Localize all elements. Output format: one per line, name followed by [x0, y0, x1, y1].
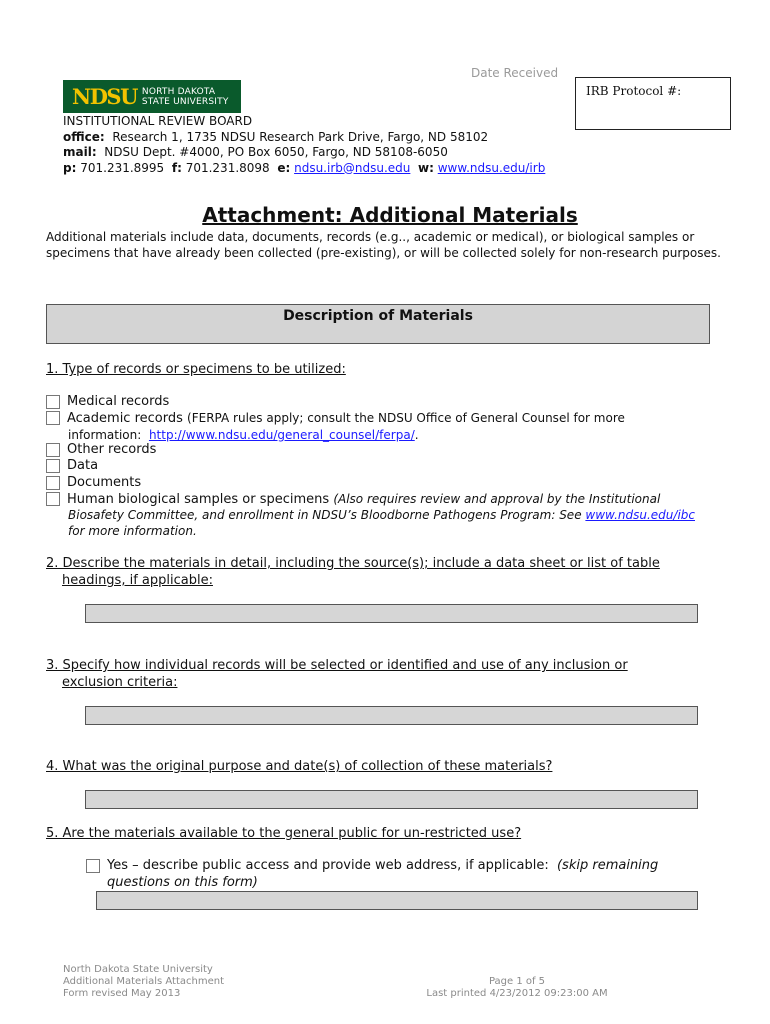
fax-value: 701.231.8098: [185, 160, 270, 175]
q3-answer-field[interactable]: [85, 706, 698, 725]
other-records-label: Other records: [67, 442, 157, 457]
footer-left: [63, 964, 224, 1000]
question-3: [46, 657, 726, 691]
question-5: 5. Are the materials available to the general public for un-restricted use?: [46, 826, 522, 841]
mail-value: NDSU Dept. #4000, PO Box 6050, Fargo, ND 58108-6050: [104, 145, 448, 159]
ibc-link[interactable]: www.ndsu.edu/ibc: [585, 508, 695, 522]
academic-records-checkbox[interactable]: [46, 411, 60, 425]
other-records-checkbox[interactable]: [46, 443, 60, 457]
academic-records-text: [67, 410, 625, 427]
web-link[interactable]: www.ndsu.edu/irb: [437, 160, 546, 175]
section-heading: Description of Materials: [46, 304, 710, 344]
academic-records-note: (FERPA rules apply; consult the NDSU Office of General Counsel for more: [187, 411, 625, 425]
footer-form-name: Additional Materials Attachment: [63, 976, 225, 987]
irb-protocol-field[interactable]: [575, 77, 731, 130]
question-2: [46, 555, 726, 589]
web-label: w:: [418, 160, 434, 175]
question-2-line1: 2. Describe the materials in detail, including the source(s); include a data sheet or list of table: [46, 556, 660, 571]
footer-revised: Form revised May 2013: [63, 988, 181, 999]
question-1: 1. Type of records or specimens to be utilized:: [46, 362, 346, 377]
intro-text: Additional materials include data, documents, records (e.g.., academic or medical), or biological samples or specimens that have already been collected (pre-existing), or will be collected solely for non-research purposes.: [46, 230, 721, 260]
documents-checkbox[interactable]: [46, 476, 60, 490]
q2-answer-field[interactable]: [85, 604, 698, 623]
mail-line: [63, 145, 545, 161]
phone-line: [63, 161, 545, 177]
academic-note-continued: [68, 427, 419, 443]
q5-answer-field[interactable]: [96, 891, 698, 910]
phone-label: p:: [63, 160, 77, 175]
medical-records-checkbox[interactable]: [46, 395, 60, 409]
question-3-line1: 3. Specify how individual records will be selected or identified and use of any inclusion or: [46, 658, 628, 673]
option-academic-records: [46, 410, 625, 427]
yes-public-label: Yes – describe public access and provide web address, if applicable:: [107, 858, 549, 873]
data-label: Data: [67, 458, 99, 473]
logo-line2: STATE UNIVERSITY: [141, 96, 229, 107]
biological-text: [67, 491, 660, 508]
q4-answer-field[interactable]: [85, 790, 698, 809]
office-label: office:: [63, 129, 105, 144]
footer-page-number: Page 1 of 5: [488, 976, 546, 987]
footer-last-printed: Last printed 4/23/2012 09:23:00 AM: [426, 988, 608, 999]
board-name: INSTITUTIONAL REVIEW BOARD: [63, 114, 253, 128]
biological-note: (Also requires review and approval by the Institutional: [333, 492, 661, 506]
ferpa-link[interactable]: http://www.ndsu.edu/general_counsel/ferpa/: [148, 428, 415, 442]
office-value: Research 1, 1735 NDSU Research Park Drive, Fargo, ND 58102: [112, 129, 489, 144]
option-other-records: [46, 442, 156, 458]
fax-label: f:: [171, 160, 182, 175]
option-medical-records: [46, 394, 169, 410]
logo-wordmark: NDSU: [72, 84, 137, 109]
academic-records-label: Academic records: [67, 411, 183, 426]
footer-university: North Dakota State University: [63, 964, 213, 975]
biological-note-continued: [68, 507, 695, 523]
contact-block: [63, 114, 545, 176]
yes-public-text: [107, 858, 658, 874]
question-3-line2: exclusion criteria:: [62, 675, 178, 690]
medical-records-label: Medical records: [67, 394, 170, 409]
ndsu-logo: [63, 80, 241, 113]
academic-info-label: information:: [68, 428, 142, 442]
yes-public-note-continued: questions on this form): [107, 875, 258, 890]
biological-note-line2: Biosafety Committee, and enrollment in NDSU’s Bloodborne Pathogens Program: See: [68, 508, 582, 522]
documents-label: Documents: [67, 475, 142, 490]
mail-label: mail:: [63, 145, 97, 159]
office-line: [63, 130, 545, 146]
yes-public-checkbox[interactable]: [86, 859, 100, 873]
data-checkbox[interactable]: [46, 459, 60, 473]
option-biological: [46, 491, 660, 508]
question-4: 4. What was the original purpose and date(s) of collection of these materials?: [46, 759, 553, 774]
yes-public-note: (skip remaining: [556, 858, 659, 873]
biological-label: Human biological samples or specimens: [67, 492, 330, 507]
email-link[interactable]: ndsu.irb@ndsu.edu: [294, 160, 411, 175]
option-yes-public: [86, 858, 658, 874]
option-data: [46, 458, 98, 474]
logo-subtitle: [142, 87, 229, 107]
biological-checkbox[interactable]: [46, 492, 60, 506]
biological-note-line3: for more information.: [68, 524, 197, 538]
email-label: e:: [277, 160, 291, 175]
phone-value: 701.231.8995: [80, 160, 165, 175]
logo-line1: NORTH DAKOTA: [141, 86, 216, 97]
academic-note-period: .: [414, 428, 419, 442]
date-received-label: Date Received: [471, 66, 559, 80]
page-title: Attachment: Additional Materials: [202, 203, 578, 227]
irb-protocol-label: IRB Protocol #:: [586, 84, 682, 98]
footer-right: [404, 976, 630, 1000]
option-documents: [46, 475, 141, 491]
question-2-line2: headings, if applicable:: [62, 573, 213, 588]
